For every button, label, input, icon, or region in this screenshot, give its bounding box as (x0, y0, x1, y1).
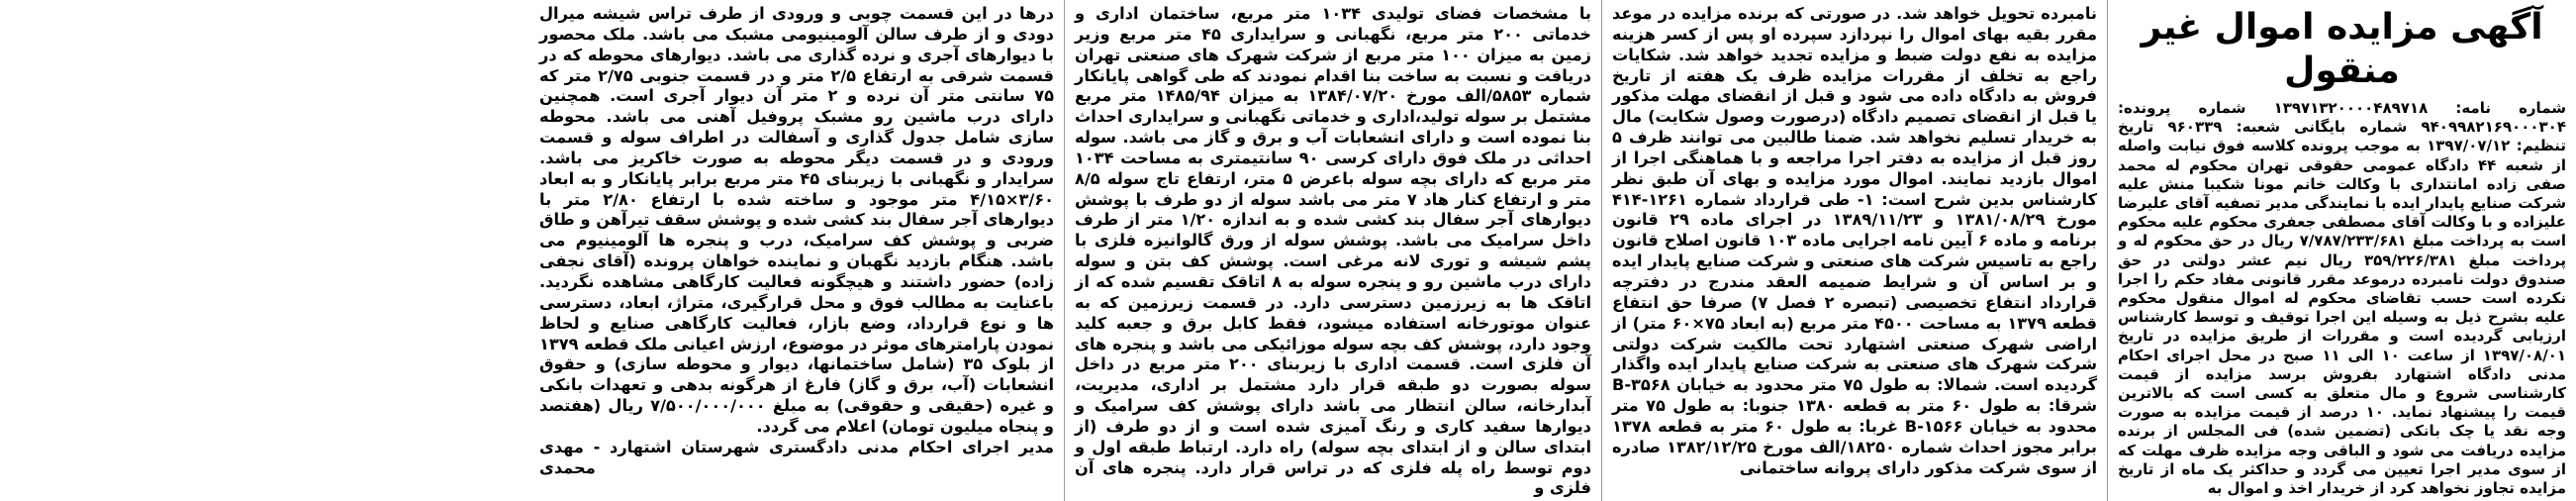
notice-column-1 (2108, 0, 2576, 501)
notice-column-4-text: درها در این قسمت چوبی و ورودی از طرف تراس شیشه میرال دودی و از طرف سالن آلومینیومی مشبک می باشد. ملک محصور با دیوارهای آجری و نرده گذاری می باشد. دیوارهای محوطه که در قسمت شرقی به ارتفاع ۲/۵ متر و در قسمت جنوبی ۲/۷۵ متر که ۷۵ سانتی متر آن نرده و ۲ متر آن دیوار آجری است. همچنین دارای درب ماشین رو مشبک پروفیل آهنی می باشد. محوطه سازی شامل جدول گذاری و آسفالت در اطراف سوله و قسمت ورودی و در قسمت دیگر محوطه به صورت خاکریز می باشد. سرایدار و نگهبانی با زیربنای ۴۵ متر مربع برابر پایانکار و به ابعاد ۳/۶۰×۴/۱۵ متر موجود و ساخته شده با ارتفاع ۲/۸۰ متر با دیوارهای آجر سفال بند کشی شده و پوشش سقف تیرآهن و طاق ضربی و پوشش کف سرامیک، درب و پنجره ها آلومینیوم می باشد. هنگام بازدید نگهبان و نماینده خواهان پرونده (آقای نجفی زاده) حضور داشتند و هیچگونه فعالیت کارگاهی مشاهده نگردید. باعنایت به مطالب فوق و محل قرارگیری، متراژ، ابعاد، دسترسی ها و نوع قرارداد، وضع بازار، فعالیت کارگاهی صنایع و لحاظ نمودن پارامترهای موثر در موضوع، ارزش اعیانی ملک قطعه ۱۳۷۹ از بلوک ۳۵ (شامل ساختمانها، دیوار و محوطه سازی) و حقوق انشعابات (آب، برق و گاز) فارغ از هرگونه بدهی و تعهدات بانکی و غیره (حقیقی و حقوقی) به مبلغ ۷/۵۰۰/۰۰۰/۰۰۰ ریال (هفتصد و پنجاه میلیون تومان) اعلام می گردد. (539, 4, 1055, 436)
notice-column-2-text: نامبرده تحویل خواهد شد. در صورتی که برنده مزایده در موعد مقرر بقیه بهای اموال را نپردازد سپرده او پس از کسر هزینه مزایده به نفع دولت ضبط و مزایده تجدید خواهد شد. شکایات راجع به تخلف از مقررات مزایده ظرف یک هفته از تاریخ فروش به دادگاه داده می شود و قبل از انقضای مهلت مذکور یا قبل از انقضای تصمیم دادگاه (درصورت وصول شکایت) مال به خریدار تسلیم نخواهد شد. ضمنا طالبین می توانند ظرف ۵ روز قبل از مزایده به دفتر اجرا مراجعه و با هماهنگی اجرا از اموال بازدید نمایند. اموال مورد مزایده و بهای آن طبق نظر کارشناس بدین شرح است: ۱- طی قرارداد شماره ۱۲۶۱-۴۱۴ مورخ ۱۳۸۱/۰۸/۲۹ و ۱۳۸۹/۱۱/۲۳ در اجرای ماده ۲۹ قانون برنامه و ماده ۶ آیین نامه اجرایی ماده ۱۰۳ قانون اصلاح قانون راجع به تاسیس شرکت های صنعتی و شرکت صنایع پایدار ایده و بر اساس آن و شرایط ضمیمه العقد مندرج در دفترچه قرارداد انتفاع تخصیصی (تبصره ۲ فصل ۷) صرفا حق انتفاع قطعه ۱۳۷۹ به مساحت ۴۵۰۰ متر مربع (به ابعاد ۷۵×۶۰ متر) از اراضی شهرک صنعتی اشتهارد تحت مالکیت شرکت دولتی شرکت شهرک های صنعتی به شرکت صنایع پایدار ایده واگذار گردیده است. شمالا: به طول ۷۵ متر محدود به خیابان B-۳۵۶۸ شرقا: به طول ۶۰ متر به قطعه ۱۳۸۰ جنوبا: به طول ۷۵ متر محدود به خیابان B-۱۵۶۶ غربا: به طول ۶۰ متر به قطعه ۱۳۷۸ برابر مجوز احداث شماره ۱۸۲۵۰/الف مورخ ۱۳۸۲/۱۲/۲۵ صادره از سوی شرکت مذکور دارای پروانه ساختمانی (1612, 4, 2098, 477)
column-divider (2107, 0, 2108, 501)
notice-column-1-text: شماره نامه: ۱۳۹۷۱۳۲۰۰۰۰۴۸۹۷۱۸ شماره پرونده: ۹۴۰۹۹۸۲۱۶۹۰۰۰۳۰۴ شماره بایگانی شعبه: ۹۶۰۳۳۹ تاریخ تنظیم: ۱۳۹۷/۰۷/۱۲ به موجب پرونده کلاسه فوق نیابت واصله از شعبه ۴۴ دادگاه عمومی حقوقی تهران محکوم له محمد صفی زاده امانتداری با وکالت خانم مونا شکیبا منش علیه شرکت صنایع پایدار ایده با نمایندگی مدیر تصفیه آقای علیرضا علیزاده و با وکالت آقای مصطفی جعفری محکوم علیه محکوم است به پرداخت مبلغ ۷/۷۸۷/۲۳۳/۶۸۱ ریال در حق محکوم له و پرداخت مبلغ ۳۵۹/۲۲۶/۳۸۱ ریال نیم عشر دولتی در حق صندوق دولت نامبرده درموعد مقرر قانونی مفاد حکم را اجرا نکرده است حسب تقاضای محکوم له اموال منقول محکوم علیه بشرح ذیل به وسیله این اجرا توقیف و توسط کارشناس ارزیابی گردیده است و مقررات از طریق مزایده در تاریخ ۱۳۹۷/۰۸/۰۱ از ساعت ۱۰ الی ۱۱ صبح در محل اجرای احکام مدنی دادگاه اشتهارد بفروش برسد مزایده از قیمت کارشناسی شروع و مال متعلق به کسی است که بالاترین قیمت را پیشنهاد نماید. ۱۰ درصد از قیمت مزایده به صورت وجه نقد یا چک بانکی (تضمین شده) فی المجلس از برنده مزایده دریافت می شود و الباقی وجه مزایده ظرف مهلت که از سوی مدیر اجرا تعیین می گردد و حداکثر یک ماه از تاریخ مزایده تجاوز نخواهد کرد از خریدار اخذ و اموال به (2118, 99, 2566, 498)
notice-column-3 (1065, 0, 1601, 501)
column-divider (1601, 0, 1602, 501)
notice-column-3-text: با مشخصات فضای تولیدی ۱۰۳۴ متر مربع، ساختمان اداری و خدماتی ۲۰۰ متر مربع، نگهبانی و سرایداری ۴۵ متر مربع وزیر زمین به میزان ۱۰۰ متر مربع از شرکت شهرک های صنعتی تهران دریافت و نسبت به ساخت بنا اقدام نمودند که طی گواهی پایانکار شماره ۵۸۵۳/الف مورخ ۱۳۸۴/۰۷/۲۰ به میزان ۱۴۸۵/۹۴ متر مربع مشتمل بر سوله تولید،اداری و خدماتی نگهبانی و سرایداری احداث بنا نموده است و دارای انشعابات آب و برق و گاز می باشد. سوله احداثی در ملک فوق دارای کرسی ۹۰ سانتیمتری به مساحت ۱۰۳۴ متر مربع که دارای بچه سوله باعرض ۵ متر، ارتفاع تاج سوله ۸/۵ متر و ارتفاع کنار هاد ۷ متر می باشد سوله از دو طرف با پوشش دیوارهای آجر سفال بند کشی شده و به اندازه ۱/۲۰ متر از طرف داخل سرامیک می باشد. پوشش سوله از ورق گالوانیزه فلزی با پشم شیشه و توری لانه مرغی است. پوشش کف بتن و سوله دارای درب ماشین رو و پنجره سوله به ۸ اتاقک تقسیم شده که از اتاقک ها به زیرزمین دسترسی دارد. در قسمت زیرزمین که به عنوان موتورخانه استفاده میشود، فقط کابل برق و جعبه کلید وجود دارد، پوشش کف بچه سوله موزائیکی می باشد و پنجره های آن فلزی است. قسمت اداری با زیربنای ۲۰۰ متر مربع در داخل سوله بصورت دو طبقه قرار دارد مشتمل بر اداری، مدیریت، آبدارخانه، سالن انتظار می باشد دارای پوشش کف سرامیک و دیوارها سفید کاری و رنگ آمیزی شده است و از دو طرف (از ابتدای سالن و از ابتدای بچه سوله) راه دارد. ارتباط طبقه اول و دوم توسط راه پله فلزی که در تراس قرار دارد. پنجره های آن فلزی و (1075, 4, 1592, 498)
notice-signature: مدیر اجرای احکام مدنی دادگستری شهرستان اشتهارد - مهدی محمدی (539, 437, 1054, 477)
notice-column-2 (1602, 0, 2107, 501)
column-divider (1064, 0, 1065, 501)
notice-column-4 (529, 0, 1064, 501)
notice-title: آگهی مزایده اموال غیر منقول (2141, 7, 2543, 91)
